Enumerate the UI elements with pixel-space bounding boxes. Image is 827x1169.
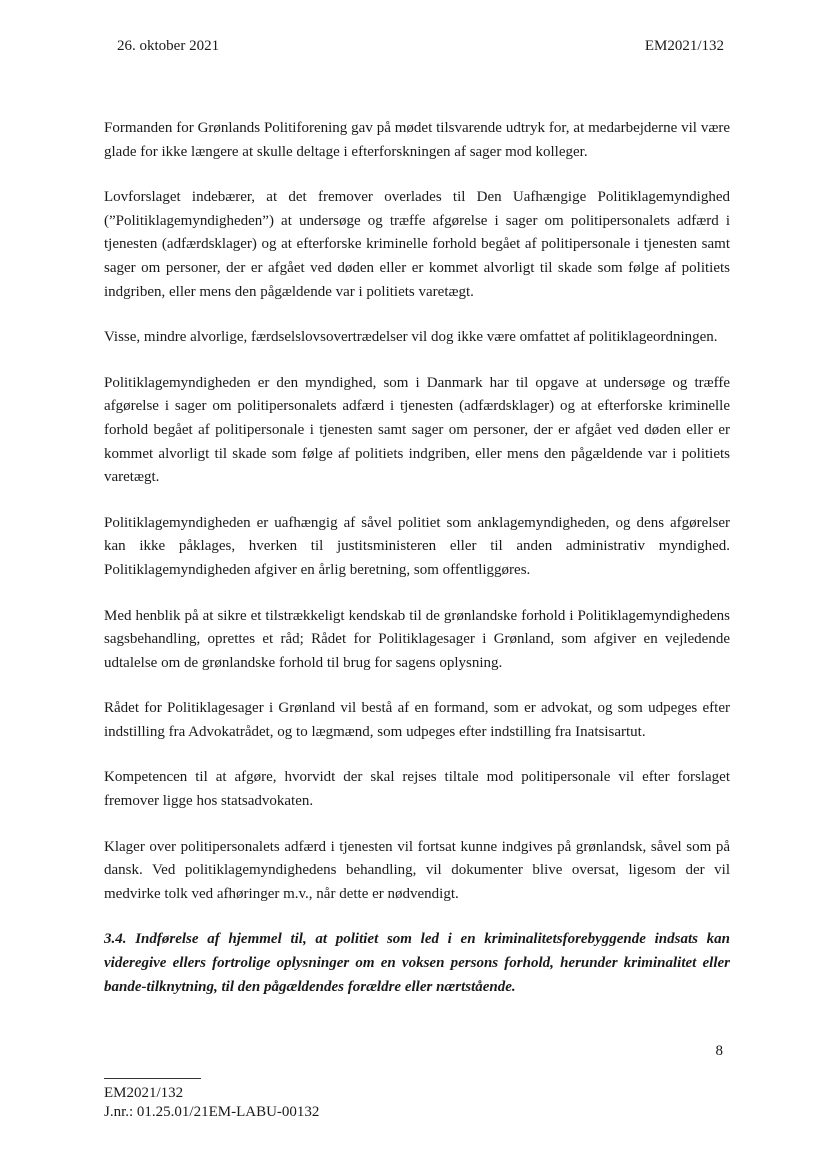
paragraph: Visse, mindre alvorlige, færdselslovsovertrædelser vil dog ikke være omfattet af politiklageordningen.: [104, 329, 718, 346]
section-heading: 3.4. Indførelse af hjemmel til, at politiet som led i en kriminalitetsforebyggende indsats kan videregive ellers fortrolige oplysninger om en voksen persons forhold, herunder kriminalitet eller bande-tilknytning, til den pågældendes forældre eller nærtstående.: [104, 931, 730, 995]
footer-document-ref: EM2021/132: [104, 1085, 184, 1101]
paragraph: Formanden for Grønlands Politiforening gav på mødet tilsvarende udtryk for, at medarbejderne vil være glade for ikke længere at skulle deltage i efterforskningen af sager mod kolleger.: [104, 120, 730, 160]
paragraph: Med henblik på at sikre et tilstrækkeligt kendskab til de grønlandske forhold i Politiklagemyndighedens sagsbehandling, oprettes et råd; Rådet for Politiklagesager i Grønland, som afgiver en vejledende udtalelse om de grønlandske forhold til brug for sagens oplysning.: [104, 607, 730, 671]
paragraph: Kompetencen til at afgøre, hvorvidt der skal rejses tiltale mod politipersonale vil efter forslaget fremover ligge hos statsadvokaten.: [104, 769, 730, 810]
paragraph: Politiklagemyndigheden er den myndighed, som i Danmark har til opgave at undersøge og træffe afgørelse i sager om politipersonalets adfærd i tjenesten (adfærdsklager) og at efterforske kriminelle forhold begået af politipersonale i tjenesten samt sager om personer, der er afgået ved døden eller er kommet alvorligt til skade som følge af politiets indgriben, eller mens den pågældende var i politiets varetægt.: [104, 374, 730, 486]
footer-divider: [104, 1078, 201, 1079]
footer-reference: [104, 1084, 319, 1122]
paragraph: Rådet for Politiklagesager i Grønland vil bestå af en formand, som er advokat, og som udpeges efter indstilling fra Advokatrådet, og to lægmænd, som udpeges efter indstilling fra Inatsisartut.: [104, 700, 730, 740]
document-body: [104, 117, 730, 999]
footer-journal-number: J.nr.: 01.25.01/21EM-LABU-00132: [104, 1104, 320, 1120]
paragraph: Lovforslaget indebærer, at det fremover overlades til Den Uafhængige Politiklagemyndighed (”Politiklagemyndigheden”) at undersøge og træffe afgørelse i sager om politipersonalets adfærd i tjenesten (adfærdsklager) og at efterforske kriminelle forhold begået af politipersonale i tjenesten samt sager om personer, der er afgået ved døden eller er kommet alvorligt til skade som følge af politiets indgriben, eller mens den pågældende var i politiets varetægt.: [104, 189, 730, 300]
header-date: 26. oktober 2021: [117, 38, 220, 54]
header-reference: EM2021/132: [644, 38, 724, 54]
page-number: 8: [715, 1043, 723, 1059]
paragraph: Klager over politipersonalets adfærd i tjenesten vil fortsat kunne indgives på grønlandsk, såvel som på dansk. Ved politiklagemyndighedens behandling, vil dokumenter blive oversat, ligesom der vil medvirke tolk ved afhøringer m.v., når dette er nødvendigt.: [104, 838, 730, 902]
paragraph: Politiklagemyndigheden er uafhængig af såvel politiet som anklagemyndigheden, og dens afgørelser kan ikke påklages, hverken til justitsministeren eller til anden administrativ myndighed. Politiklagemyndigheden afgiver en årlig beretning, som offentliggøres.: [104, 514, 730, 578]
